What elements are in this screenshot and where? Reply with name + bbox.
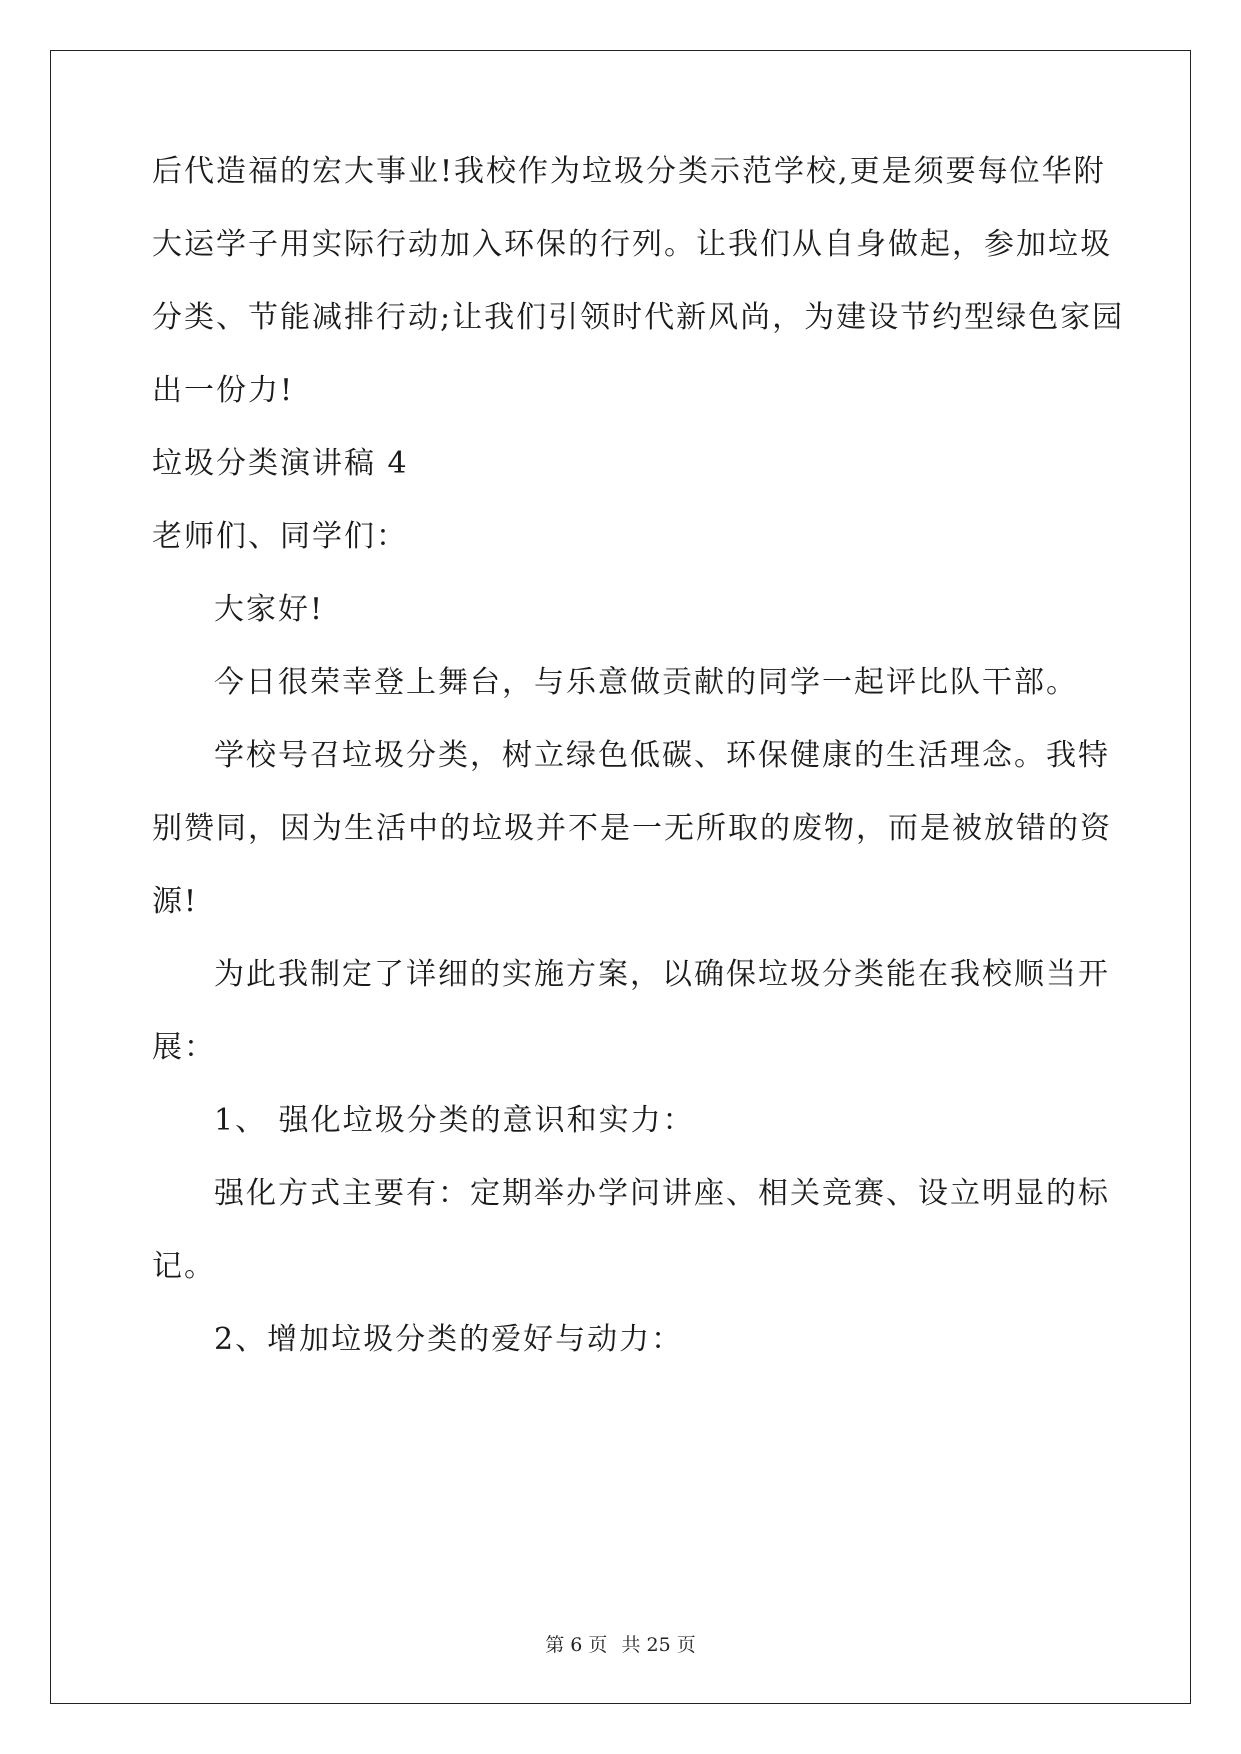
text-line: 分类、节能减排行动;让我们引领时代新风尚，为建设节约型绿色家园 <box>152 300 1125 335</box>
text-line: 为此我制定了详细的实施方案，以确保垃圾分类能在我校顺当开 <box>214 957 1110 992</box>
text-line: 展： <box>152 1030 216 1065</box>
page-footer <box>0 1630 1241 1657</box>
text-line: 出一份力! <box>152 373 295 408</box>
text-line: 今日很荣幸登上舞台，与乐意做贡献的同学一起评比队干部。 <box>214 665 1078 700</box>
text-line: 后代造福的宏大事业!我校作为垃圾分类示范学校,更是须要每位华附 <box>152 154 1106 189</box>
text-line: 记。 <box>152 1249 216 1284</box>
text-line: 源! <box>152 884 199 919</box>
salutation: 老师们、同学们： <box>152 519 408 554</box>
page-number: 第 6 页 <box>545 1634 608 1656</box>
text-line: 强化方式主要有：定期举办学问讲座、相关竞赛、设立明显的标 <box>214 1176 1110 1211</box>
section-heading: 垃圾分类演讲稿 4 <box>152 446 409 481</box>
greeting: 大家好! <box>214 592 325 627</box>
text-line: 学校号召垃圾分类，树立绿色低碳、环保健康的生活理念。我特 <box>214 738 1110 773</box>
page-total: 共 25 页 <box>621 1634 696 1656</box>
text-line: 别赞同，因为生活中的垃圾并不是一无所取的废物，而是被放错的资 <box>152 811 1112 846</box>
list-item: 1、 强化垃圾分类的意识和实力： <box>214 1103 695 1138</box>
text-line: 大运学子用实际行动加入环保的行列。让我们从自身做起，参加垃圾 <box>152 227 1112 262</box>
list-item: 2、增加垃圾分类的爱好与动力： <box>214 1322 684 1357</box>
